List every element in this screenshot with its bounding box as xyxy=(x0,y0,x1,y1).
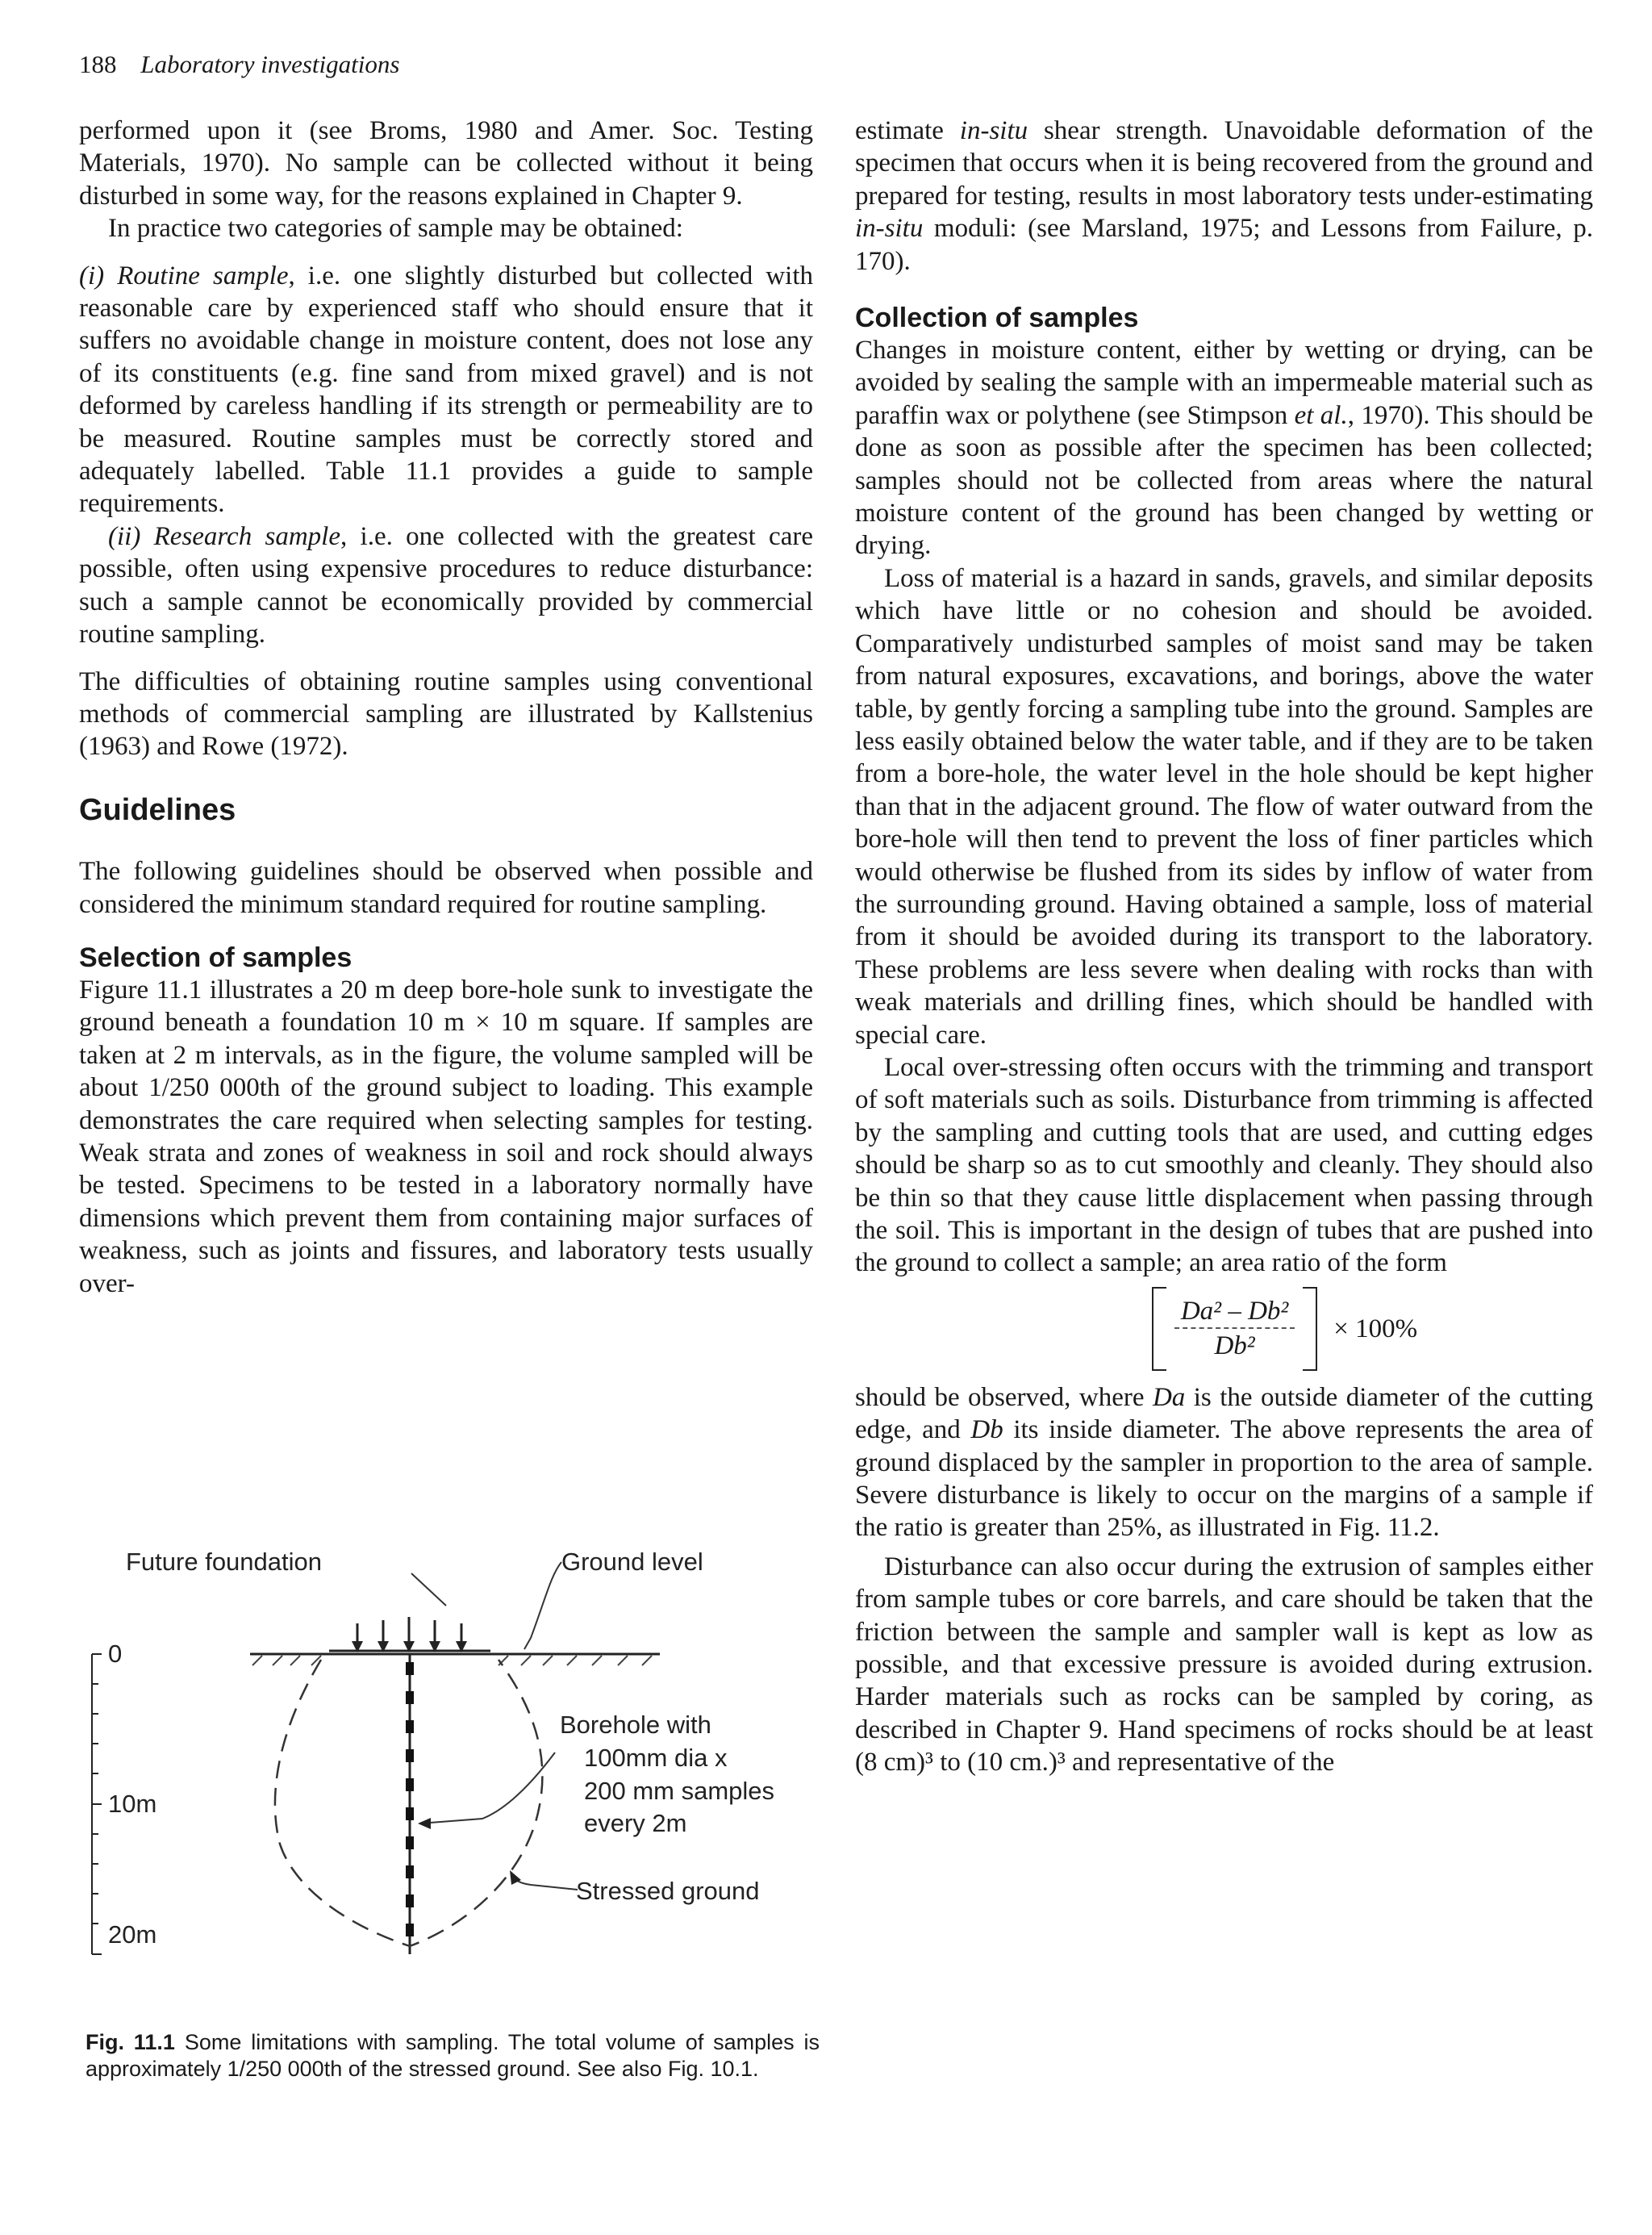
paragraph xyxy=(855,334,1593,562)
italic-run: in-situ xyxy=(959,116,1028,145)
italic-run: et al. xyxy=(1294,400,1348,430)
formula-multiplier: × 100% xyxy=(1333,1314,1418,1343)
paragraph: Local over-stressing often occurs with the trimming and transport of soft materials such as soils. Disturbance from trimming is affected by the sampling and cutting tools that are used, and cutting edges should be sharp so as to cut smoothly and cleanly. They should also be thin so that they cause little displacement when passing through the soil. This is important in the design of tubes that are pushed into the ground to collect a sample; an area ratio of the form xyxy=(855,1052,1593,1278)
depth-label-0: 0 xyxy=(108,1640,123,1668)
list-number: (ii) xyxy=(108,521,141,551)
caption-text: Some limitations with sampling. The total volume of samples is approximately 1/250 000th of the stressed ground. See also Fig. 10.1. xyxy=(86,2030,820,2081)
leader-line xyxy=(411,1573,446,1606)
heading-guidelines: Guidelines xyxy=(79,792,236,827)
term-routine-sample: Routine sample xyxy=(117,261,289,290)
list-item-text: , i.e. one collected with the greatest care possible, often using expensive procedures to reduce disturbance: such a sample cannot be economically provided by commercial routine sampling. xyxy=(79,521,813,650)
text-run: estimate xyxy=(855,116,960,145)
right-column xyxy=(855,115,1593,1779)
text-run: is the outside diameter of the cutting edge, and xyxy=(855,1382,1593,1445)
label-borehole-line-2: 100mm dia x xyxy=(584,1744,728,1772)
ground-hatching xyxy=(252,1656,652,1665)
text-run: shear strength. Unavoidable deformation of the specimen that occurs when it is being recovered from the ground and prepared for testing, results in most laboratory tests under-estimating xyxy=(855,116,1593,211)
list-item-routine xyxy=(79,260,813,520)
figure-11-1 xyxy=(79,1543,821,1962)
caption-label: Fig. 11.1 xyxy=(86,2030,175,2054)
heading-selection-of-samples: Selection of samples xyxy=(79,942,353,973)
depth-label-20: 20m xyxy=(108,1920,157,1949)
paragraph: The following guidelines should be observed when possible and considered the minimum standard required for routine sampling. xyxy=(79,857,813,919)
bracket-left xyxy=(1152,1287,1166,1371)
label-borehole-line-1: Borehole with xyxy=(560,1711,711,1739)
leader-line xyxy=(524,1562,561,1649)
leader-line xyxy=(419,1752,555,1824)
area-ratio-formula xyxy=(976,1285,1593,1373)
paragraph: Loss of material is a hazard in sands, gravels, and similar deposits which have little or no cohesion and should be avoided. Comparatively undisturbed samples of moist sand may be taken from natural exposures, excavations, and borings, above the water table, by gently forcing a sampling tube into the ground. Samples are less easily obtained below the water table, and if they are to be taken from a bore-hole, the water level in the hole should be kept higher than that in the adjacent ground. The flow of water outward from the bore-hole will then tend to prevent the loss of finer particles which would otherwise be flushed from its sides by inflow of water from the surrounding ground. Having obtained a sample, loss of material from it should be avoided during its transport to the laboratory. These problems are less severe when dealing with rocks than with weak materials and drilling fines, which should be handled with special care. xyxy=(855,563,1593,1050)
text-run: should be observed, where xyxy=(855,1382,1153,1412)
term-research-sample: Research sample xyxy=(153,521,340,551)
text-run: moduli: (see Marsland, 1975; and Lessons from Failure, p. 170). xyxy=(855,214,1593,276)
paragraph xyxy=(855,1381,1593,1544)
list-number: (i) xyxy=(79,261,105,290)
paragraph: In practice two categories of sample may be obtained: xyxy=(108,214,683,244)
depth-label-10: 10m xyxy=(108,1790,157,1818)
running-head xyxy=(79,50,399,79)
heading-collection-of-samples: Collection of samples xyxy=(855,303,1139,334)
paragraph xyxy=(855,115,1593,278)
paragraph: performed upon it (see Broms, 1980 and Amer. Soc. Testing Materials, 1970). No sample can be collected without it being disturbed in some way, for the reasons explained in Chapter 9. xyxy=(79,116,813,211)
leader-line xyxy=(511,1874,578,1890)
paragraph: Figure 11.1 illustrates a 20 m deep bore-hole sunk to investigate the ground beneath a foundation 10 m × 10 m square. If samples are taken at 2 m intervals, as in the figure, the volume sampled will be about 1/250 000th of the ground subject to loading. This example demonstrates the care required when selecting samples for testing. Weak strata and zones of weakness in soil and rock should always be tested. Specimens to be tested in a laboratory normally have dimensions which prevent them from containing major surfaces of weakness, such as joints and fissures, and laboratory tests usually over- xyxy=(79,975,813,1298)
leader-arrow xyxy=(418,1818,431,1829)
paragraph: Disturbance can also occur during the extrusion of samples either from sample tubes or core barrels, and care should be taken that the friction between the sample and sampler wall is kept as low as possible, and that excessive pressure is avoided during extrusion. Harder materials such as rocks can be sampled by coring, as described in Chapter 9. Hand specimens of rocks should be at least (8 cm)³ to (10 cm.)³ and representative of the xyxy=(855,1552,1593,1778)
text-run: , 1970). This should be done as soon as possible after the specimen has been collected; samples should not be collected from areas where the natural moisture content of the ground has been changed by wetting or drying. xyxy=(855,400,1593,561)
label-future-foundation: Future foundation xyxy=(126,1548,323,1576)
italic-run: Da xyxy=(1152,1382,1186,1412)
paragraph: The difficulties of obtaining routine samples using conventional methods of commercial sampling are illustrated by Kallstenius (1963) and Rowe (1972). xyxy=(79,666,813,762)
depth-ticks xyxy=(92,1654,102,1954)
label-ground-level: Ground level xyxy=(561,1548,703,1576)
fraction xyxy=(1166,1295,1303,1363)
label-borehole-line-4: every 2m xyxy=(584,1809,687,1837)
list-item-research xyxy=(79,520,813,651)
page-number: 188 xyxy=(79,50,117,78)
borehole-diagram xyxy=(79,1543,821,1962)
label-borehole-line-3: 200 mm samples xyxy=(584,1777,775,1805)
italic-run: Db xyxy=(970,1415,1003,1445)
label-stressed-ground: Stressed ground xyxy=(576,1877,760,1905)
text-run: Changes in moisture content, either by wetting or drying, can be avoided by sealing the sample with an impermeable material such as paraffin wax or polythene (see Stimpson xyxy=(855,336,1593,430)
figure-caption xyxy=(86,2029,820,2083)
list-item-text: , i.e. one slightly disturbed but collected with reasonable care by experienced staff who should ensure that it suffers no avoidable change in moisture content, does not lose any of its constituents (e.g. fine sand from mixed gravel) and is not deformed by careless handling if its strength or permeability are to be measured. Routine samples must be correctly stored and adequately labelled. Table 11.1 provides a guide to sample requirements. xyxy=(79,261,814,519)
formula-denominator: Db² xyxy=(1214,1331,1255,1360)
bracket-right xyxy=(1303,1287,1317,1371)
italic-run: in-situ xyxy=(855,214,924,244)
left-column xyxy=(79,115,813,1300)
running-title: Laboratory investigations xyxy=(140,50,400,78)
text-run: its inside diameter. The above represents the area of ground displaced by the sampler in proportion to the area of sample. Severe disturbance is likely to occur on the margins of a sample if the ratio is greater than 25%, as illustrated in Fig. 11.2. xyxy=(855,1415,1593,1543)
formula-numerator: Da² – Db² xyxy=(1174,1295,1295,1329)
